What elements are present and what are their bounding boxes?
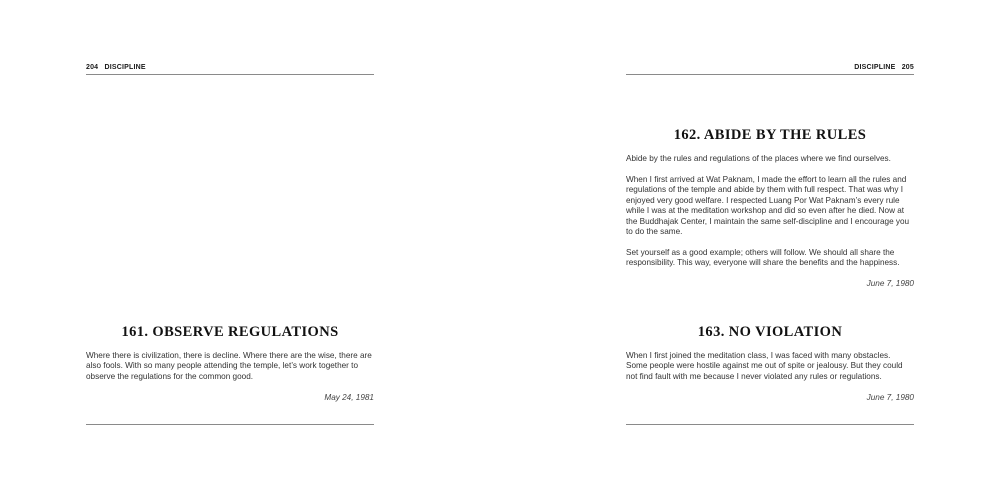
paragraph: Where there is civilization, there is decline. Where there are the wise, there are also fools. With so many people attending the temple, let’s work together to observe the regulations for the common good. bbox=[86, 351, 372, 381]
section-title: 163. NO VIOLATION bbox=[697, 324, 843, 340]
paragraph: When I first arrived at Wat Paknam, I made the effort to learn all the rules and regulations of the temple and abide by them with full respect. That was why I enjoyed very good welfare. I respected Luang Por Wat Paknam’s every rule while I was at the meditation workshop and did so even after he died. Now at the Buddhajak Center, I maintain the same self-discipline and I encourage you to do the same. bbox=[626, 174, 910, 236]
paragraph: Abide by the rules and regulations of the places where we find ourselves. bbox=[626, 154, 891, 163]
footer-divider bbox=[86, 424, 374, 425]
right-page bbox=[626, 0, 914, 500]
section-title: 161. OBSERVE REGULATIONS bbox=[121, 324, 339, 340]
section-date: June 7, 1980 bbox=[866, 392, 914, 402]
left-page bbox=[86, 0, 374, 500]
running-head-title: DISCIPLINE bbox=[854, 64, 896, 71]
paragraph: When I first joined the meditation class, I was faced with many obstacles. Some people were hostile against me out of spite or jealousy. But they could not find fault with me because I never violated any rules or regulations. bbox=[626, 351, 903, 381]
left-running-head bbox=[86, 64, 374, 75]
right-running-head bbox=[626, 64, 914, 75]
paragraph: Set yourself as a good example; others will follow. We should all share the responsibility. This way, everyone will share the benefits and the happiness. bbox=[626, 247, 900, 268]
page-number: 205 bbox=[901, 64, 914, 71]
footer-divider bbox=[626, 424, 914, 425]
section-162 bbox=[626, 127, 914, 288]
page-number: 204 bbox=[86, 64, 99, 71]
section-title: 162. ABIDE BY THE RULES bbox=[673, 127, 867, 143]
running-head-title: DISCIPLINE bbox=[104, 64, 146, 71]
section-161 bbox=[86, 324, 374, 402]
section-date: June 7, 1980 bbox=[866, 279, 914, 289]
section-163 bbox=[626, 324, 914, 402]
section-date: May 24, 1981 bbox=[324, 392, 374, 402]
